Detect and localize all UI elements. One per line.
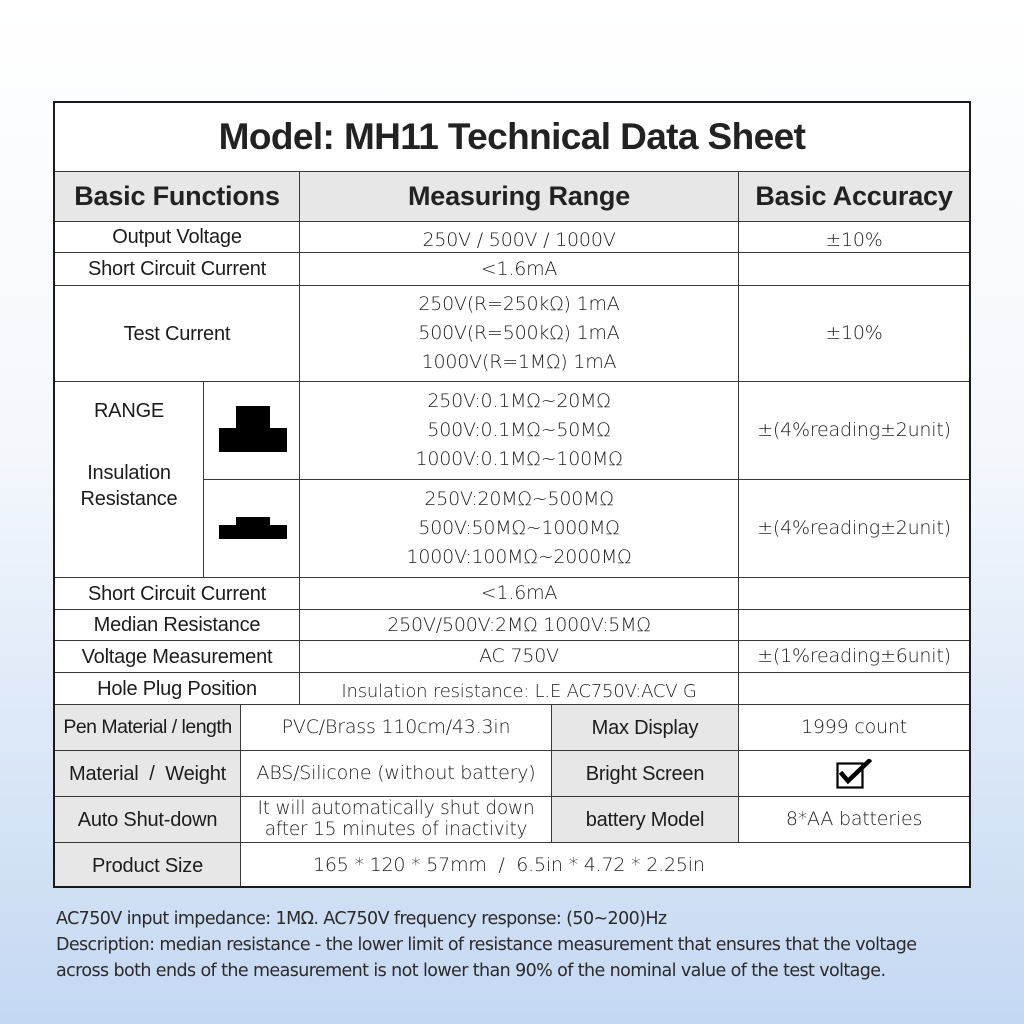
low-range-accuracy: ±(4%reading±2unit) — [739, 382, 969, 480]
insulation-resistance-label — [55, 382, 204, 578]
low-range-icon — [219, 406, 287, 452]
header-measuring-range: Measuring Range — [300, 172, 739, 222]
test-current-range-line: 250V(R=250kΩ) 1mA — [418, 293, 620, 316]
footer-line-description: Description: median resistance - the lower limit of resistance measurement that ensures that the voltage — [56, 935, 917, 955]
bright-screen-value — [739, 751, 969, 797]
test-current-range-line: 500V(R=500kΩ) 1mA — [418, 322, 620, 345]
hole-plug-position-label: Hole Plug Position — [55, 673, 300, 705]
voltage-measurement-accuracy: ±(1%reading±6unit) — [739, 641, 969, 673]
voltage-measurement-range: AC 750V — [300, 641, 739, 673]
low-range-values — [300, 382, 739, 480]
high-range-icon-cell — [204, 480, 300, 578]
high-range-line: 500V:50MΩ~1000MΩ — [418, 517, 620, 540]
test-current-range — [300, 286, 739, 382]
auto-shutdown-line: after 15 minutes of inactivity — [264, 818, 528, 840]
test-current-accuracy: ±10% — [739, 286, 969, 382]
high-range-values — [300, 480, 739, 578]
insulation-label: Insulation — [87, 462, 171, 484]
sheet-title: Model: MH11 Technical Data Sheet — [55, 103, 969, 172]
material-weight-label: Material / Weight — [55, 751, 241, 797]
battery-model-value: 8*AA batteries — [739, 797, 969, 843]
material-weight-value: ABS/Silicone (without battery) — [241, 751, 552, 797]
bright-screen-label: Bright Screen — [552, 751, 739, 797]
voltage-measurement-label: Voltage Measurement — [55, 641, 300, 673]
short-circuit-current-2-label: Short Circuit Current — [55, 578, 300, 610]
low-range-line: 500V:0.1MΩ~50MΩ — [427, 419, 611, 442]
output-voltage-accuracy: ±10% — [739, 222, 969, 253]
output-voltage-label: Output Voltage — [55, 222, 300, 253]
max-display-value: 1999 count — [739, 705, 969, 751]
checkmark-icon — [836, 759, 872, 789]
high-range-icon — [219, 517, 287, 539]
auto-shutdown-line: It will automatically shut down — [257, 798, 535, 820]
header-basic-accuracy: Basic Accuracy — [739, 172, 969, 222]
footer-line-impedance: AC750V input impedance: 1MΩ. AC750V frequency response: (50~200)Hz — [56, 909, 667, 929]
test-current-label: Test Current — [55, 286, 300, 382]
footer-notes — [56, 906, 986, 984]
high-range-line: 250V:20MΩ~500MΩ — [424, 488, 614, 511]
footer-line-description-cont: across both ends of the measurement is not lower than 90% of the nominal value of the test voltage. — [56, 961, 886, 981]
low-range-line: 1000V:0.1MΩ~100MΩ — [415, 447, 623, 470]
output-voltage-range: 250V / 500V / 1000V — [300, 222, 739, 253]
range-label: RANGE — [93, 400, 165, 422]
max-display-label: Max Display — [552, 705, 739, 751]
median-resistance-range: 250V/500V:2MΩ 1000V:5MΩ — [300, 610, 739, 641]
battery-model-label: battery Model — [552, 797, 739, 843]
short-circuit-current-label: Short Circuit Current — [55, 253, 300, 286]
short-circuit-current-2-accuracy — [739, 578, 969, 610]
pen-material-value: PVC/Brass 110cm/43.3in — [241, 705, 552, 751]
product-size-value: 165 * 120 * 57mm / 6.5in * 4.72 * 2.25in — [313, 854, 705, 877]
low-range-icon-cell — [204, 382, 300, 480]
hole-plug-position-range: Insulation resistance: L.E AC750V:ACV G — [300, 673, 739, 705]
high-range-line: 1000V:100MΩ~2000MΩ — [406, 545, 632, 568]
data-sheet-table — [53, 101, 971, 888]
median-resistance-label: Median Resistance — [55, 610, 300, 641]
short-circuit-current-accuracy — [739, 253, 969, 286]
low-range-line: 250V:0.1MΩ~20MΩ — [427, 390, 611, 413]
short-circuit-current-range: <1.6mA — [300, 253, 739, 286]
auto-shutdown-label: Auto Shut-down — [55, 797, 241, 843]
test-current-range-line: 1000V(R=1MΩ) 1mA — [421, 350, 617, 373]
median-resistance-accuracy — [739, 610, 969, 641]
header-basic-functions: Basic Functions — [55, 172, 300, 222]
resistance-label: Resistance — [80, 488, 178, 510]
product-size-label: Product Size — [55, 843, 241, 888]
auto-shutdown-value — [241, 797, 552, 843]
high-range-accuracy: ±(4%reading±2unit) — [739, 480, 969, 578]
hole-plug-position-accuracy — [739, 673, 969, 705]
pen-material-label: Pen Material / length — [55, 705, 241, 751]
short-circuit-current-2-range: <1.6mA — [300, 578, 739, 610]
